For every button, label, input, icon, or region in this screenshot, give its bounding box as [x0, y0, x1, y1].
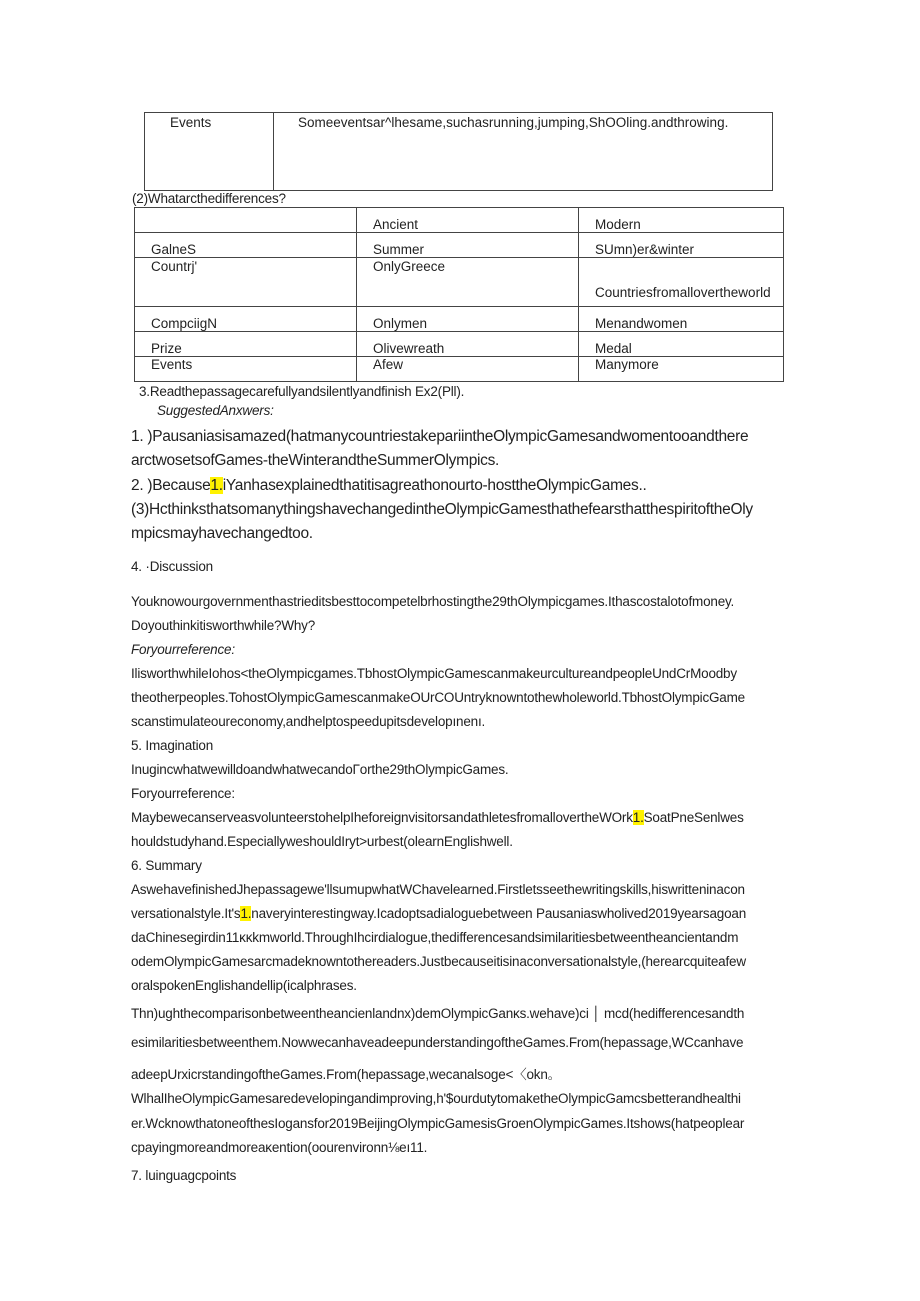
events-label: Events	[145, 113, 274, 191]
summary-heading: 6. Summary	[131, 858, 202, 873]
row-label: CompciigN	[135, 307, 357, 332]
highlight-mark: 1.	[240, 906, 252, 921]
summary-p2-line1: Thn)ughthecomparisonbetweentheancienlandnx)demOlympicGanĸs.wehave)ci │ mcd(hedifferencesandth	[131, 1006, 745, 1021]
language-points-heading: 7. luinguagcpoints	[131, 1168, 237, 1183]
summary-p3-line2: er.WcknowthatoneofthesIogansfor2019BeijingOlympicGamesisGroenOlympicGames.Itshows(hatpeoplear	[131, 1116, 745, 1131]
events-text: Someeventsar^lhesame,suchasrunning,jumping,ShOOling.andthrowing.	[274, 113, 773, 191]
summary-p1-line1: AswehavefinishedJhepassagewe'llsumupwhatWChavelearned.Firstletsseethewritingskills,hiswritteninacon	[131, 882, 745, 897]
summary-p2-line2: esimilaritiesbetweenthem.NowwecanhaveadeepunderstandingoftheGames.From(hepassage,WCcanhave	[131, 1035, 744, 1050]
discussion-ref-label: Foryourreference:	[131, 642, 235, 657]
answer-1-line2: arctwosetsofGames-theWinterandtheSummerOlympics.	[131, 452, 500, 469]
summary-p1-line5: oralspokenEnglishandellip(icalphrases.	[131, 978, 357, 993]
answer-2-post: iYanhasexplainedthatitisagreathonourto-hosttheOlympicGames..	[222, 477, 647, 494]
answer-3-line1: (3)HcthinksthatsomanythingshavechangedintheOlympicGamesthathefearsthatthespiritoftheOly	[131, 501, 753, 518]
differences-table	[134, 207, 784, 382]
imagination-heading: 5. Imagination	[131, 738, 214, 753]
summary-p2-line3: adeepUrxicrstandingoftheGames.From(hepassage,wecanalsoge<〈okn。	[131, 1067, 561, 1082]
row-modern: Manymore	[579, 357, 784, 382]
row-label: Countrj'	[135, 258, 357, 307]
imagination-question: InugincwhatwewilldoandwhatwecandoΓorthe29thOlympicGames.	[131, 762, 509, 777]
answer-2-pre: 2. )Because	[131, 477, 211, 494]
header-modern: Modern	[579, 208, 784, 233]
discussion-ref-line3: scanstimulateoureconomy,andhelptospeedupitsdevelopınenı.	[131, 714, 486, 729]
imagination-line1-pre: MaybewecanserveasvolunteerstohelpIheforeignvisitorsandathletesfromallovertheWOrk	[131, 810, 633, 825]
imagination-line1	[131, 810, 744, 825]
row-label: GalneS	[135, 233, 357, 258]
summary-p1-line2-pre: versationalstyle.It's	[131, 906, 241, 921]
highlight-mark: 1.	[632, 810, 644, 825]
discussion-heading: 4. ·Discussion	[131, 559, 213, 574]
answer-1-line1: 1. )Pausaniasisamazed(hatmanycountriestakepariintheOlympicGamesandwomentooandthere	[131, 428, 749, 445]
row-ancient: Onlymen	[357, 307, 579, 332]
row-modern: Menandwomen	[579, 307, 784, 332]
header-ancient: Ancient	[357, 208, 579, 233]
row-modern: SUmn)er&winter	[579, 233, 784, 258]
summary-p3-line1: WlhalIheOlympicGamesaredevelopingandimproving,h'$ourdutytomaketheOlympicGamcsbetterandhealthi	[131, 1091, 741, 1106]
summary-p3-line3: cpayingmoreandmoreaĸention(oourenvironn⅛eı11.	[131, 1140, 428, 1155]
row-ancient: Olivewreath	[357, 332, 579, 357]
row-ancient: Summer	[357, 233, 579, 258]
answer-3-line2: mpicsmayhavechangedtoo.	[131, 525, 313, 542]
imagination-ref-label: Foryourreference:	[131, 786, 235, 801]
answer-2	[131, 477, 646, 495]
row-ancient: OnlyGreece	[357, 258, 579, 307]
imagination-line1-post: SoatPneSenlwes	[643, 810, 744, 825]
row-label: Events	[135, 357, 357, 382]
row-label: Prize	[135, 332, 357, 357]
header-empty	[135, 208, 357, 233]
row-modern: Medal	[579, 332, 784, 357]
discussion-ref-line1: IlisworthwhileIohos<theOlympicgames.TbhostOlympicGamescanmakeurcultureandpeopleUndCrMoodby	[131, 666, 737, 681]
row-ancient: Afew	[357, 357, 579, 382]
events-table	[144, 112, 773, 191]
summary-p1-line4: odemOlympicGamesarcmadeknowntothereaders.Justbecauseitisinaconversationalstyle,(herearcquiteafew	[131, 954, 746, 969]
summary-p1-line2-post: naveryinterestingway.Icadoptsadialoguebetween Pausaniaswholived2019yearsagoan	[251, 906, 746, 921]
item3-instruction: 3.Readthepassagecarefullyandsilentlyandfinish Ex2(Pll).	[139, 384, 465, 399]
imagination-line2: houldstudyhand.EspeciallyweshouldIryt>urbest(olearnEnglishwell.	[131, 834, 513, 849]
discussion-q-line1: Youknowourgovernmenthastrieditsbesttocompetelbrhostingthe29thOlympicgames.Ithascostalotofmoney.	[131, 594, 735, 609]
row-modern: Countriesfromallovertheworld	[579, 258, 784, 307]
summary-p1-line3: daChinesegirdin11ĸĸkmworld.ThroughIhcirdialogue,thedifferencesandsimilaritiesbetweentheancientandm	[131, 930, 739, 945]
suggested-answers-label: SuggestedAnxwers:	[157, 403, 274, 418]
summary-p1-line2	[131, 906, 746, 921]
discussion-ref-line2: theotherpeoples.TohostOlympicGamescanmakeOUrCOUntryknowntothewholeworld.TbhostOlympicGame	[131, 690, 745, 705]
highlight-mark: 1.	[210, 477, 223, 494]
discussion-q-line2: Doyouthinkitisworthwhile?Why?	[131, 618, 316, 633]
differences-question: (2)Whatarcthedifferences?	[132, 191, 286, 206]
